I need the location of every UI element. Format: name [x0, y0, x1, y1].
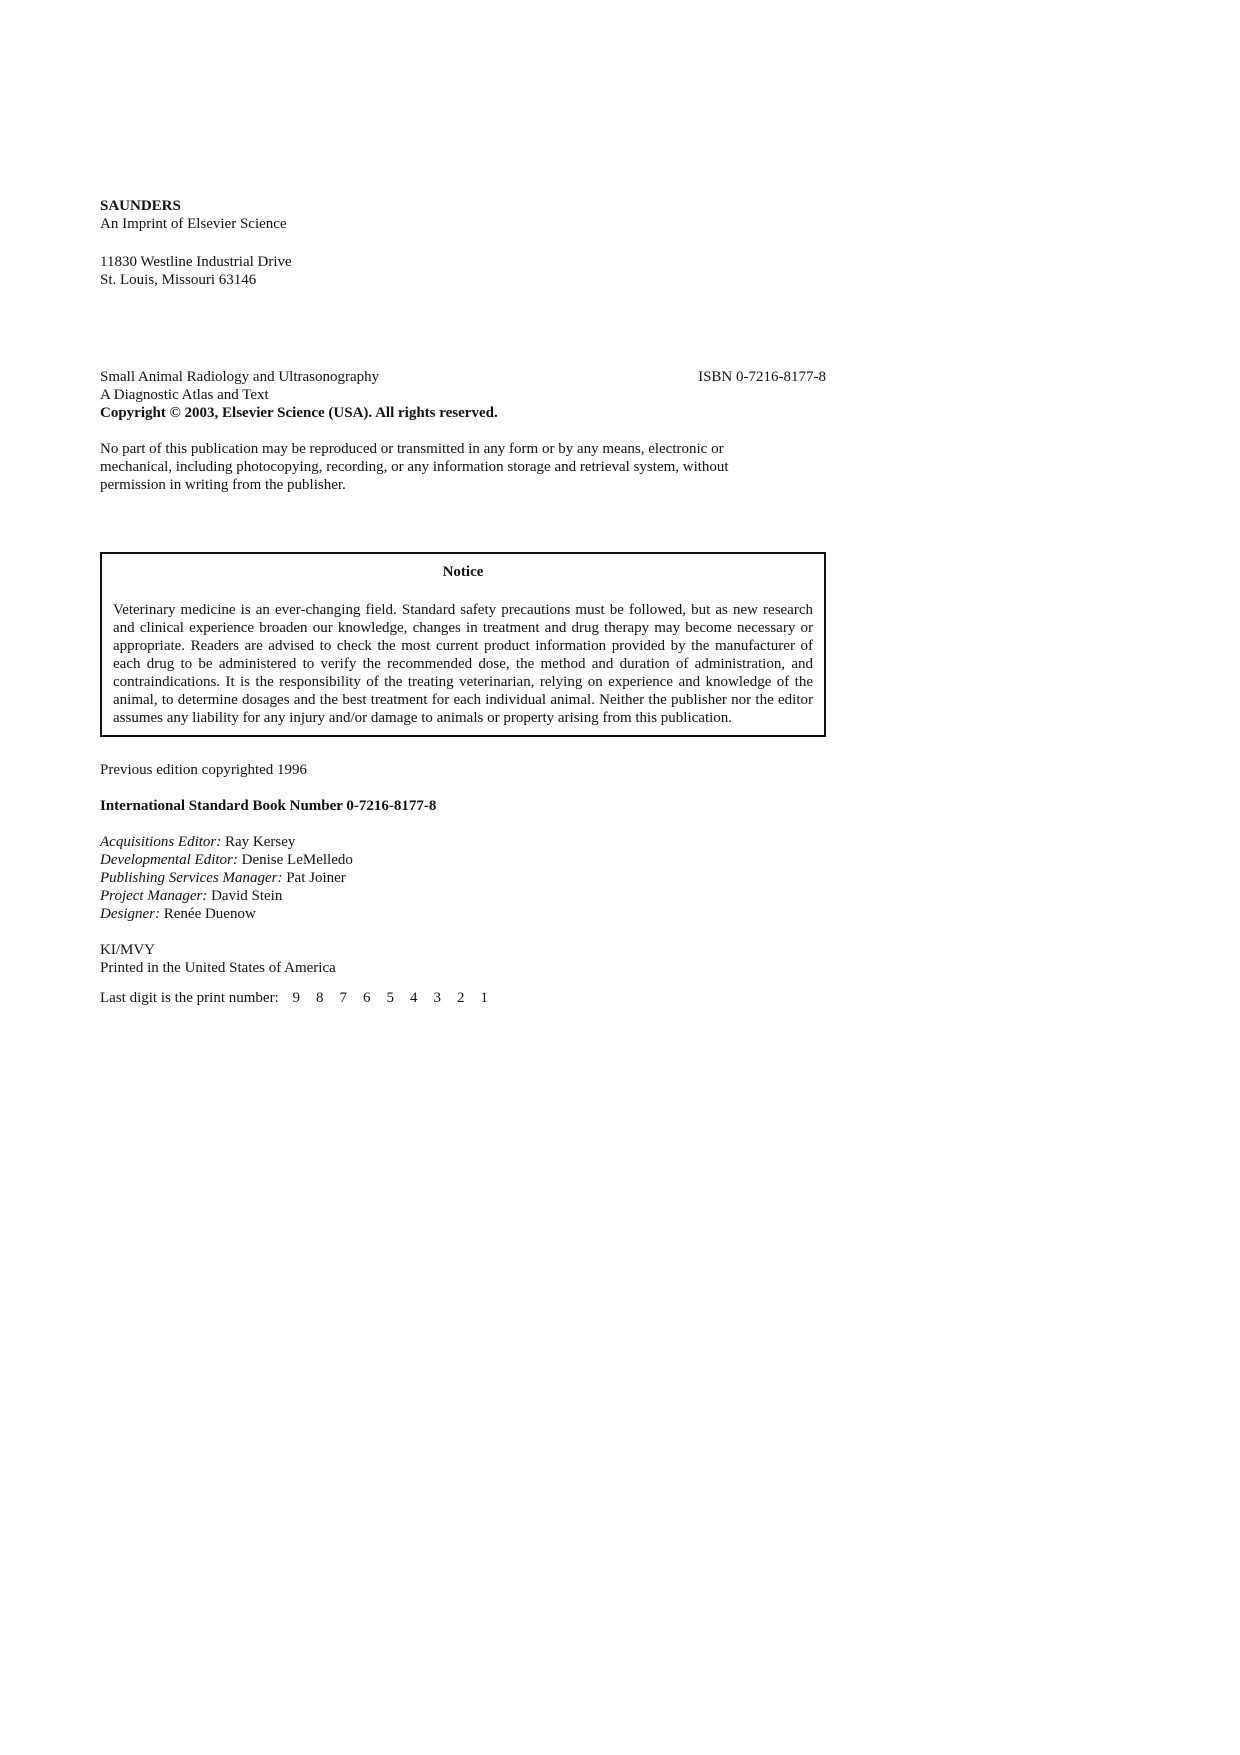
rights-statement [100, 440, 826, 494]
copyright-statement: Copyright © 2003, Elsevier Science (USA). All rights reserved. [100, 405, 498, 421]
print-digit: 8 [315, 990, 324, 1006]
book-isbn-short: ISBN 0-7216-8177-8 [698, 369, 826, 385]
print-number-label: Last digit is the print number: [100, 990, 279, 1006]
credit-name: David Stein [211, 888, 283, 904]
book-subtitle: A Diagnostic Atlas and Text [100, 387, 269, 403]
rights-line: mechanical, including photocopying, recording, or any information storage and retrieval system, without [100, 459, 729, 475]
publisher-imprint: An Imprint of Elsevier Science [100, 216, 287, 232]
credit-role: Developmental Editor: [100, 852, 238, 868]
credit-name: Renée Duenow [163, 906, 256, 922]
book-title: Small Animal Radiology and Ultrasonography [100, 369, 380, 385]
credit-name: Pat Joiner [286, 870, 346, 886]
printed-in: Printed in the United States of America [100, 960, 336, 976]
publisher-block [100, 197, 826, 233]
publisher-name: SAUNDERS [100, 198, 181, 214]
print-digit: 9 [292, 990, 300, 1006]
publisher-address [100, 253, 826, 289]
credit-role: Designer: [100, 906, 160, 922]
address-street: 11830 Westline Industrial Drive [100, 254, 292, 270]
previous-edition: Previous edition copyrighted 1996 [100, 762, 308, 778]
notice-body: Veterinary medicine is an ever-changing field. Standard safety precautions must be followed, but as new research and clinical experience broaden our knowledge, changes in treatment and drug therapy may become necessary or appropriate. Readers are advised to check the most current product information provided by the manufacturer of each drug to be administered to verify the recommended dose, the method and duration of administration, and contraindications. It is the responsibility of the treating veterinarian, relying on experience and knowledge of the animal, to determine dosages and the best treatment for each individual animal. Neither the publisher nor the editor assumes any liability for any injury and/or damage to animals or property arising from this publication. [113, 602, 813, 726]
printing-info [100, 941, 826, 977]
credit-name: Denise LeMelledo [241, 852, 353, 868]
print-digits [292, 989, 504, 1007]
print-digit: 3 [433, 990, 441, 1006]
print-digit: 6 [362, 990, 371, 1006]
credit-item [100, 869, 826, 887]
address-city: St. Louis, Missouri 63146 [100, 272, 257, 288]
print-number-line [100, 989, 826, 1007]
isbn-full: International Standard Book Number 0-7216-8177-8 [100, 798, 437, 814]
print-digit: 7 [339, 990, 347, 1006]
notice-box [100, 552, 826, 737]
book-title-block [100, 368, 826, 422]
credit-name: Ray Kersey [225, 834, 296, 850]
notice-title: Notice [442, 564, 484, 580]
copyright-page [100, 197, 826, 1007]
print-digit: 5 [386, 990, 394, 1006]
credit-item [100, 833, 826, 851]
credit-role: Publishing Services Manager: [100, 870, 283, 886]
credit-item [100, 851, 826, 869]
print-digit: 4 [409, 990, 418, 1006]
print-digit: 2 [456, 990, 465, 1006]
credit-role: Project Manager: [100, 888, 208, 904]
credits-list [100, 833, 826, 923]
credit-item [100, 905, 826, 923]
rights-line: No part of this publication may be reproduced or transmitted in any form or by any means, electronic or [100, 441, 724, 457]
credit-role: Acquisitions Editor: [100, 834, 222, 850]
print-digit: 1 [480, 990, 488, 1006]
printer-code: KI/MVY [100, 942, 155, 958]
credit-item [100, 887, 826, 905]
rights-line: permission in writing from the publisher. [100, 477, 346, 493]
